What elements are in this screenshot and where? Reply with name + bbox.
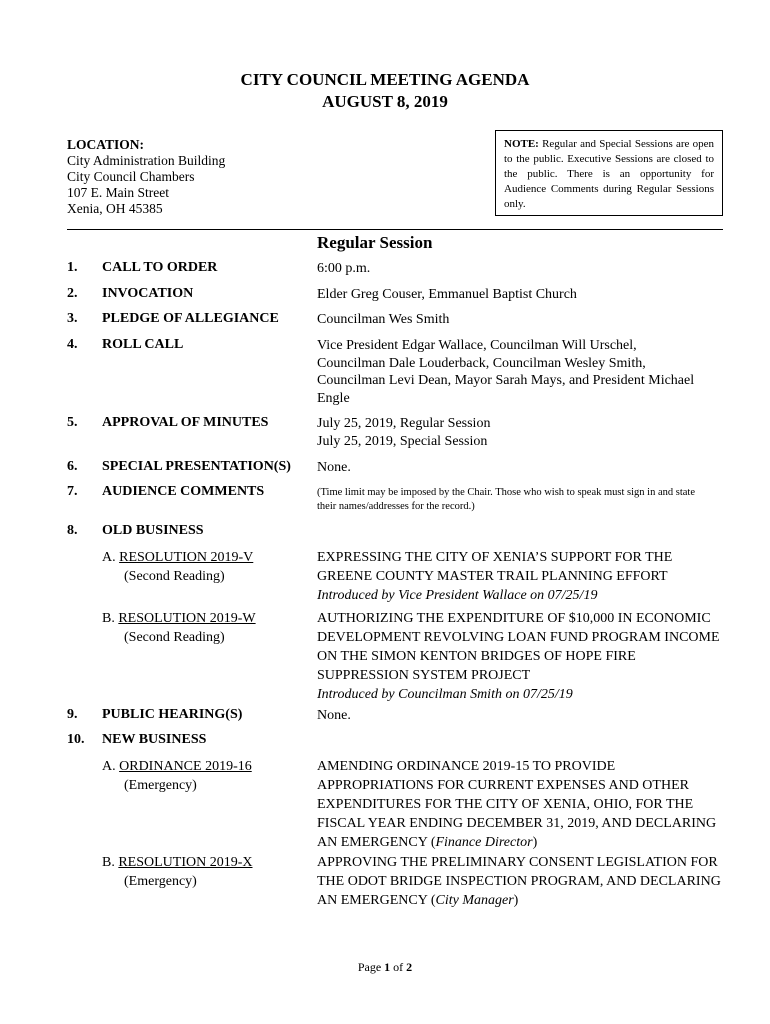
item-value: (Time limit may be imposed by the Chair. Those who wish to speak must sign in and state their names/addresses for the record.): [317, 487, 695, 512]
session-title: Regular Session: [317, 233, 433, 252]
location-line: Xenia, OH 45385: [67, 201, 163, 216]
item-number: 8.: [67, 523, 78, 538]
sponsor: City Manager: [435, 893, 514, 908]
legislation-title: RESOLUTION 2019-W: [118, 611, 256, 626]
legislation-description: EXPRESSING THE CITY OF XENIA’S SUPPORT FOR THE GREENE COUNTY MASTER TRAIL PLANNING EFFORT: [317, 550, 673, 584]
legislation-title: RESOLUTION 2019-X: [118, 855, 253, 870]
item-value: Elder Greg Couser, Emmanuel Baptist Church: [317, 287, 577, 302]
sub-item-label: [102, 548, 253, 586]
emergency-note: (Emergency): [124, 874, 197, 889]
document-title: CITY COUNCIL MEETING AGENDA: [240, 70, 530, 89]
item-number: 9.: [67, 707, 78, 722]
sub-item-description: [317, 548, 727, 605]
sub-item-letter: A.: [102, 550, 116, 565]
sub-item-description: APPROVING THE PRELIMINARY CONSENT LEGISLATION FOR THE ODOT BRIDGE INSPECTION PROGRAM, AND DECLARING AN EMERGENCY (City Manager): [317, 855, 721, 908]
sub-item-letter: A.: [102, 759, 116, 774]
item-label: OLD BUSINESS: [102, 523, 204, 538]
sub-item-label: [102, 609, 256, 647]
location-block: [67, 137, 225, 217]
introduced-by: Introduced by Councilman Smith on 07/25/19: [317, 687, 573, 702]
legislation-title: ORDINANCE 2019-16: [119, 759, 252, 774]
sub-item-label: [102, 757, 252, 795]
page-number: 1: [384, 960, 391, 974]
item-number: 7.: [67, 484, 78, 499]
sponsor: Finance Director: [435, 835, 533, 850]
item-number: 6.: [67, 459, 78, 474]
page-footer: [0, 960, 770, 975]
location-line: City Council Chambers: [67, 169, 195, 184]
item-label: AUDIENCE COMMENTS: [102, 484, 265, 499]
divider: [67, 229, 723, 230]
item-label: INVOCATION: [102, 286, 194, 301]
location-label: LOCATION:: [67, 137, 145, 152]
item-number: 3.: [67, 311, 78, 326]
item-value: None.: [317, 708, 351, 723]
item-label: PLEDGE OF ALLEGIANCE: [102, 311, 279, 326]
legislation-title: RESOLUTION 2019-V: [119, 550, 254, 565]
reading-note: (Second Reading): [124, 569, 225, 584]
item-label: CALL TO ORDER: [102, 260, 218, 275]
introduced-by: Introduced by Vice President Wallace on 07/25/19: [317, 588, 598, 603]
sub-item-label: [102, 853, 253, 891]
item-value: [317, 415, 727, 450]
item-value: Councilman Wes Smith: [317, 312, 450, 327]
sub-item-letter: B.: [102, 611, 115, 626]
item-value: Vice President Edgar Wallace, Councilman Will Urschel, Councilman Dale Louderback, Councilman Wesley Smith, Councilman Levi Dean, Mayor Sarah Mays, and President Michael Engle: [317, 338, 695, 406]
location-line: 107 E. Main Street: [67, 185, 169, 200]
legislation-description: APPROVING THE PRELIMINARY CONSENT LEGISLATION FOR THE ODOT BRIDGE INSPECTION PROGRAM, AND DECLARING AN EMERGENCY: [317, 855, 721, 908]
item-number: 4.: [67, 337, 78, 352]
emergency-note: (Emergency): [124, 778, 197, 793]
note-box: [495, 130, 723, 216]
sub-item-description: AMENDING ORDINANCE 2019-15 TO PROVIDE APPROPRIATIONS FOR CURRENT EXPENSES AND OTHER EXPENDITURES FOR THE CITY OF XENIA, OHIO, FOR THE FISCAL YEAR ENDING DECEMBER 31, 2019, AND DECLARING AN EMERGENCY (Finance Director): [317, 759, 717, 850]
legislation-description: AMENDING ORDINANCE 2019-15 TO PROVIDE APPROPRIATIONS FOR CURRENT EXPENSES AND OTHER EXPENDITURES FOR THE CITY OF XENIA, OHIO, FOR THE FISCAL YEAR ENDING DECEMBER 31, 2019, AND DECLARING AN EMERGENCY: [317, 759, 717, 850]
note-text: Regular and Special Sessions are open to the public. Executive Sessions are closed to the public. There is an opportunity for Audience Comments during Regular Sessions only.: [504, 138, 714, 210]
legislation-description: AUTHORIZING THE EXPENDITURE OF $10,000 IN ECONOMIC DEVELOPMENT REVOLVING LOAN FUND PROGRAM INCOME ON THE SIMON KENTON BRIDGES OF HOPE FIRE SUPPRESSION SYSTEM PROJECT: [317, 611, 720, 683]
item-label: NEW BUSINESS: [102, 732, 207, 747]
item-number: 2.: [67, 286, 78, 301]
item-number: 1.: [67, 260, 78, 275]
minutes-line: July 25, 2019, Special Session: [317, 433, 488, 449]
location-line: City Administration Building: [67, 153, 226, 168]
sub-item-letter: B.: [102, 855, 115, 870]
meeting-date: AUGUST 8, 2019: [322, 92, 448, 111]
minutes-line: July 25, 2019, Regular Session: [317, 416, 491, 431]
page-total: 2: [406, 960, 413, 974]
sub-item-description: [317, 609, 727, 704]
item-label: ROLL CALL: [102, 337, 184, 352]
item-number: 5.: [67, 415, 78, 430]
item-number: 10.: [67, 732, 85, 747]
item-label: SPECIAL PRESENTATION(S): [102, 459, 291, 474]
item-value: 6:00 p.m.: [317, 261, 371, 276]
item-label: APPROVAL OF MINUTES: [102, 415, 269, 430]
note-label: NOTE:: [504, 138, 539, 150]
item-value: None.: [317, 460, 351, 475]
item-label: PUBLIC HEARING(S): [102, 707, 243, 722]
of-word: of: [393, 960, 404, 974]
page-word: Page: [357, 960, 382, 974]
reading-note: (Second Reading): [124, 630, 225, 645]
